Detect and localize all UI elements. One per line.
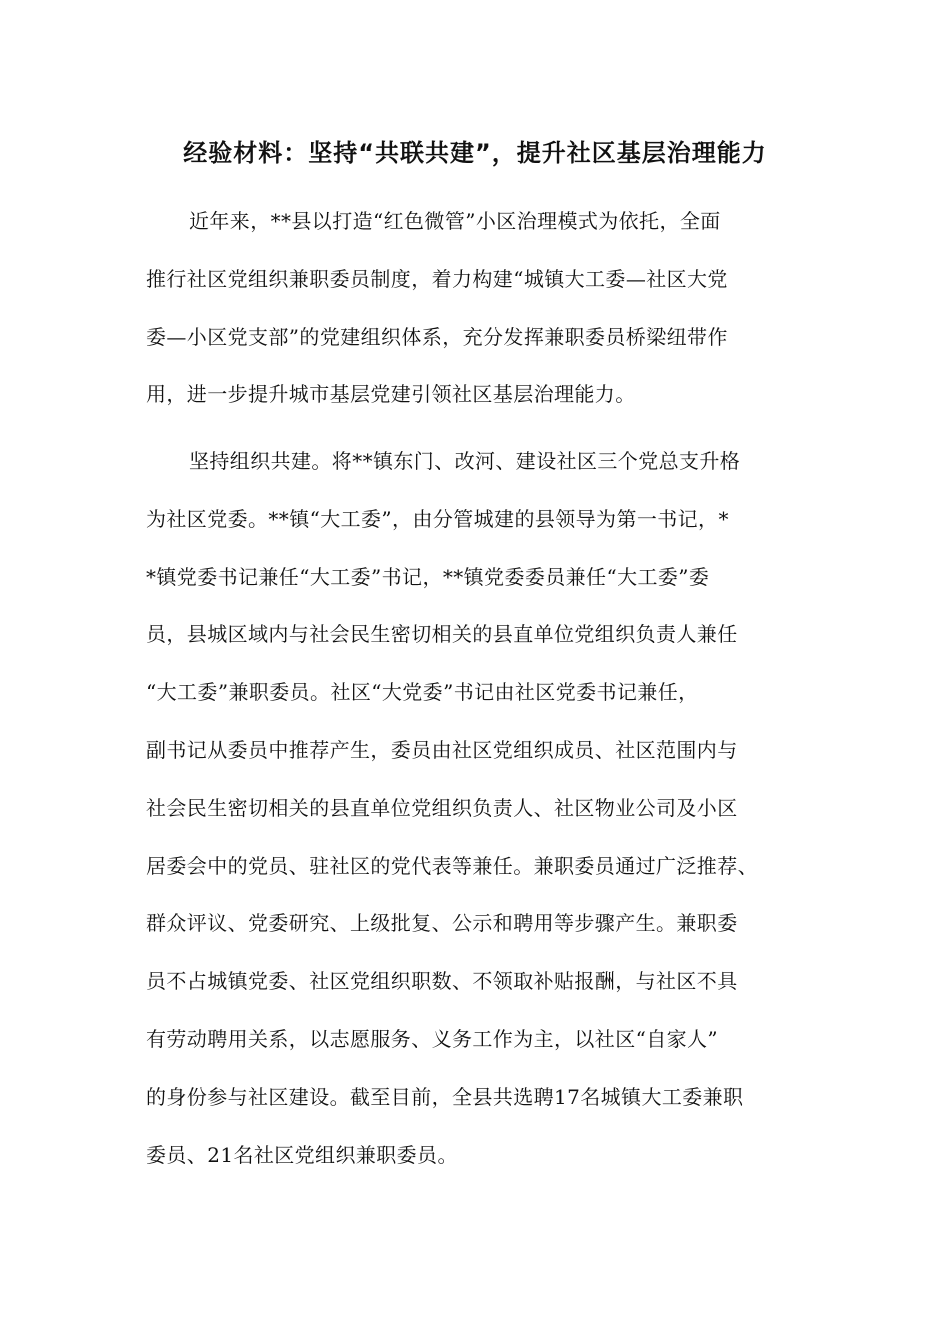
document-title: 经验材料：坚持“共联共建”，提升社区基层治理能力 bbox=[183, 139, 767, 167]
paragraph-line: 员不占城镇党委、社区党组织职数、不领取补贴报酬，与社区不具 bbox=[146, 969, 738, 994]
paragraph-intro bbox=[146, 193, 826, 424]
paragraph-line: 用，进一步提升城市基层党建引领社区基层治理能力。 bbox=[146, 382, 636, 407]
paragraph-line: 委—小区党支部”的党建组织体系，充分发挥兼职委员桥梁纽带作 bbox=[146, 324, 728, 349]
paragraph-line: 推行社区党组织兼职委员制度，着力构建“城镇大工委—社区大党 bbox=[146, 266, 728, 291]
paragraph-line: 为社区党委。**镇“大工委”，由分管城建的县领导为第一书记，* bbox=[146, 506, 729, 531]
paragraph-line: *镇党委书记兼任“大工委”书记，**镇党委委员兼任“大工委”委 bbox=[146, 564, 710, 589]
paragraph-line: 员，县城区域内与社会民生密切相关的县直单位党组织负责人兼任 bbox=[146, 622, 738, 647]
paragraph-line: 居委会中的党员、驻社区的党代表等兼任。兼职委员通过广泛推荐、 bbox=[146, 853, 758, 878]
paragraph-organization bbox=[146, 433, 826, 1184]
paragraph-line: 坚持组织共建。将**镇东门、改河、建设社区三个党总支升格 bbox=[189, 449, 741, 473]
paragraph-line: 有劳动聘用关系，以志愿服务、义务工作为主，以社区“自家人” bbox=[146, 1026, 719, 1051]
paragraph-line: 副书记从委员中推荐产生，委员由社区党组织成员、社区范围内与 bbox=[146, 737, 738, 762]
paragraph-line: “大工委”兼职委员。社区“大党委”书记由社区党委书记兼任， bbox=[146, 680, 699, 705]
paragraph-line: 社会民生密切相关的县直单位党组织负责人、社区物业公司及小区 bbox=[146, 795, 738, 820]
paragraph-line: 群众评议、党委研究、上级批复、公示和聘用等步骤产生。兼职委 bbox=[146, 911, 738, 936]
paragraph-line: 的身份参与社区建设。截至目前，全县共选聘17名城镇大工委兼职 bbox=[146, 1084, 744, 1109]
paragraph-line: 委员、21名社区党组织兼职委员。 bbox=[146, 1142, 458, 1167]
paragraph-line: 近年来，**县以打造“红色微管”小区治理模式为依托，全面 bbox=[189, 209, 721, 233]
